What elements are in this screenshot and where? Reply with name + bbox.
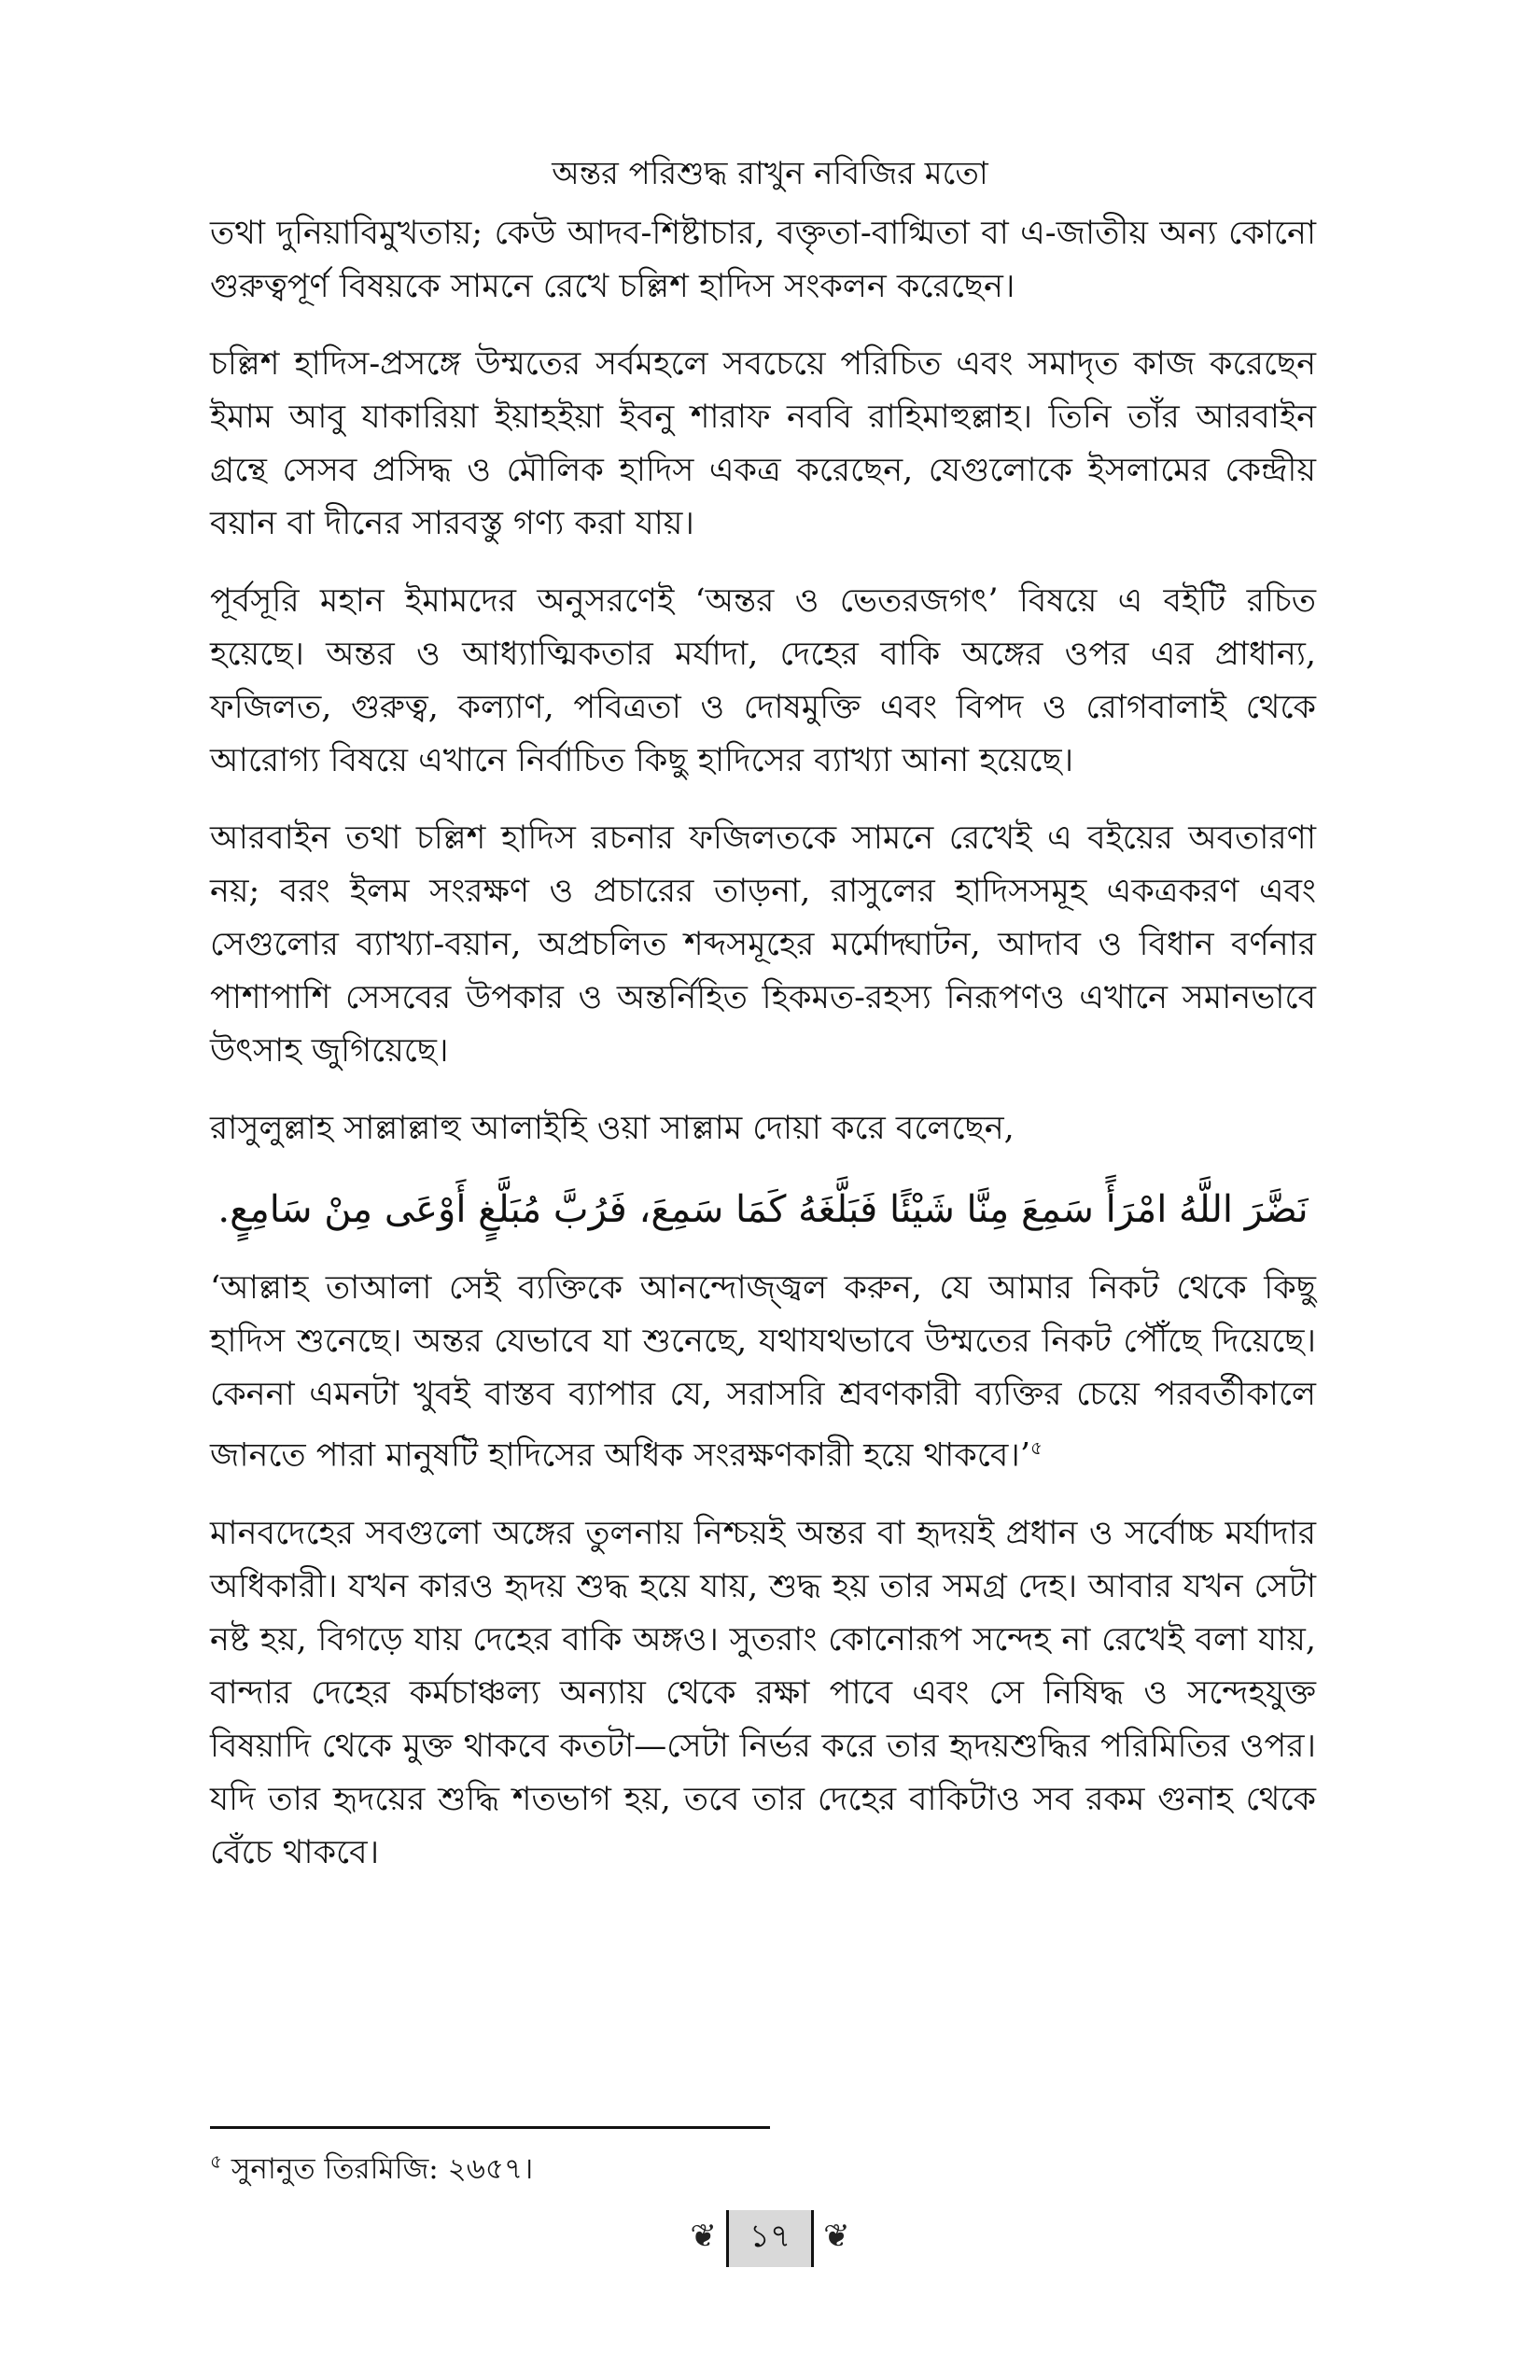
footnote-text: সুনানুত তিরমিজি: ২৬৫৭। bbox=[231, 2152, 534, 2186]
paragraph-4: আরবাইন তথা চল্লিশ হাদিস রচনার ফজিলতকে সামনে রেখেই এ বইয়ের অবতারণা নয়; বরং ইলম সংরক্ষণ ও প্রচারের তাড়না, রাসুলের হাদিসসমূহ একত্রকরণ এবং সেগুলোর ব্যাখ্যা-বয়ান, অপ্রচলিত শব্দসমূহের মর্মোদ্ঘাটন, আদাব ও বিধান বর্ণনার পাশাপাশি সেসবের উপকার ও অন্তর্নিহিত হিকমত-রহস্য নিরূপণও এখানে সমানভাবে উৎসাহ জুগিয়েছে। bbox=[210, 819, 1316, 1070]
arabic-hadith: نَضَّرَ اللَّهُ امْرَأً سَمِعَ مِنَّا شَيْئًا فَبَلَّغَهُ كَمَا سَمِعَ، فَرُبَّ مُبَلَّغٍ أَوْعَى مِنْ سَامِعٍ. bbox=[217, 1188, 1309, 1231]
footnote bbox=[210, 2147, 1316, 2195]
paragraph-5: রাসুলুল্লাহ সাল্লাল্লাহু আলাইহি ওয়া সাল্লাম দোয়া করে বলেছেন, bbox=[210, 1110, 1015, 1147]
hadith-translation-text: ‘আল্লাহ তাআলা সেই ব্যক্তিকে আনন্দোজ্জ্বল করুন, যে আমার নিকট থেকে কিছু হাদিস শুনেছে। অন্তর যেভাবে যা শুনেছে, যথাযথভাবে উম্মতের নিকট পৌঁছে দিয়েছে। কেননা এমনটা খুবই বাস্তব ব্যাপার যে, সরাসরি শ্রবণকারী ব্যক্তির চেয়ে পরবর্তীকালে জানতে পারা মানুষটি হাদিসের অধিক সংরক্ষণকারী হয়ে থাকবে।’ bbox=[210, 1269, 1316, 1475]
ornament-left-icon: ❦ bbox=[690, 2218, 717, 2255]
hadith-translation bbox=[210, 1262, 1316, 1483]
paragraph-3: পূর্বসূরি মহান ইমামদের অনুসরণেই ‘অন্তর ও ভেতরজগৎ’ বিষয়ে এ বইটি রচিত হয়েছে। অন্তর ও আধ্যাত্মিকতার মর্যাদা, দেহের বাকি অঙ্গের ওপর এর প্রাধান্য, ফজিলত, গুরুত্ব, কল্যাণ, পবিত্রতা ও দোষমুক্তি এবং বিপদ ও রোগবালাই থেকে আরোগ্য বিষয়ে এখানে নির্বাচিত কিছু হাদিসের ব্যাখ্যা আনা হয়েছে। bbox=[210, 582, 1316, 779]
paragraph-2: চল্লিশ হাদিস-প্রসঙ্গে উম্মতের সর্বমহলে সবচেয়ে পরিচিত এবং সমাদৃত কাজ করেছেন ইমাম আবু যাকারিয়া ইয়াহইয়া ইবনু শারাফ নববি রাহিমাহুল্লাহ। তিনি তাঁর আরবাইন গ্রন্থে সেসব প্রসিদ্ধ ও মৌলিক হাদিস একত্র করেছেন, যেগুলোকে ইসলামের কেন্দ্রীয় বয়ান বা দীনের সারবস্তু গণ্য করা যায়। bbox=[210, 345, 1316, 542]
footnote-marker: ৫ bbox=[210, 2149, 222, 2173]
paragraph-1: তথা দুনিয়াবিমুখতায়; কেউ আদব-শিষ্টাচার, বক্তৃতা-বাগ্মিতা বা এ-জাতীয় অন্য কোনো গুরুত্বপূর্ণ বিষয়কে সামনে রেখে চল্লিশ হাদিস সংকলন করেছেন। bbox=[210, 215, 1316, 305]
footnote-divider bbox=[210, 2126, 770, 2129]
footnote-ref: ৫ bbox=[1029, 1436, 1043, 1459]
ornament-right-icon: ❦ bbox=[823, 2218, 850, 2255]
running-header: অন্তর পরিশুদ্ধ রাখুন নবিজির মতো bbox=[552, 155, 988, 192]
paragraph-6: মানবদেহের সবগুলো অঙ্গের তুলনায় নিশ্চয়ই অন্তর বা হৃদয়ই প্রধান ও সর্বোচ্চ মর্যাদার অধিকারী। যখন কারও হৃদয় শুদ্ধ হয়ে যায়, শুদ্ধ হয় তার সমগ্র দেহ। আবার যখন সেটা নষ্ট হয়, বিগড়ে যায় দেহের বাকি অঙ্গও। সুতরাং কোনোরূপ সন্দেহ না রেখেই বলা যায়, বান্দার দেহের কর্মচাঞ্চল্য অন্যায় থেকে রক্ষা পাবে এবং সে নিষিদ্ধ ও সন্দেহযুক্ত বিষয়াদি থেকে মুক্ত থাকবে কতটা—সেটা নির্ভর করে তার হৃদয়শুদ্ধির পরিমিতির ওপর। যদি তার হৃদয়ের শুদ্ধি শতভাগ হয়, তবে তার দেহের বাকিটাও সব রকম গুনাহ থেকে বেঁচে থাকবে। bbox=[210, 1514, 1316, 1871]
page-number: ১৭ bbox=[726, 2210, 814, 2267]
page-body bbox=[210, 207, 1316, 1904]
page-number-block bbox=[0, 2210, 1540, 2267]
